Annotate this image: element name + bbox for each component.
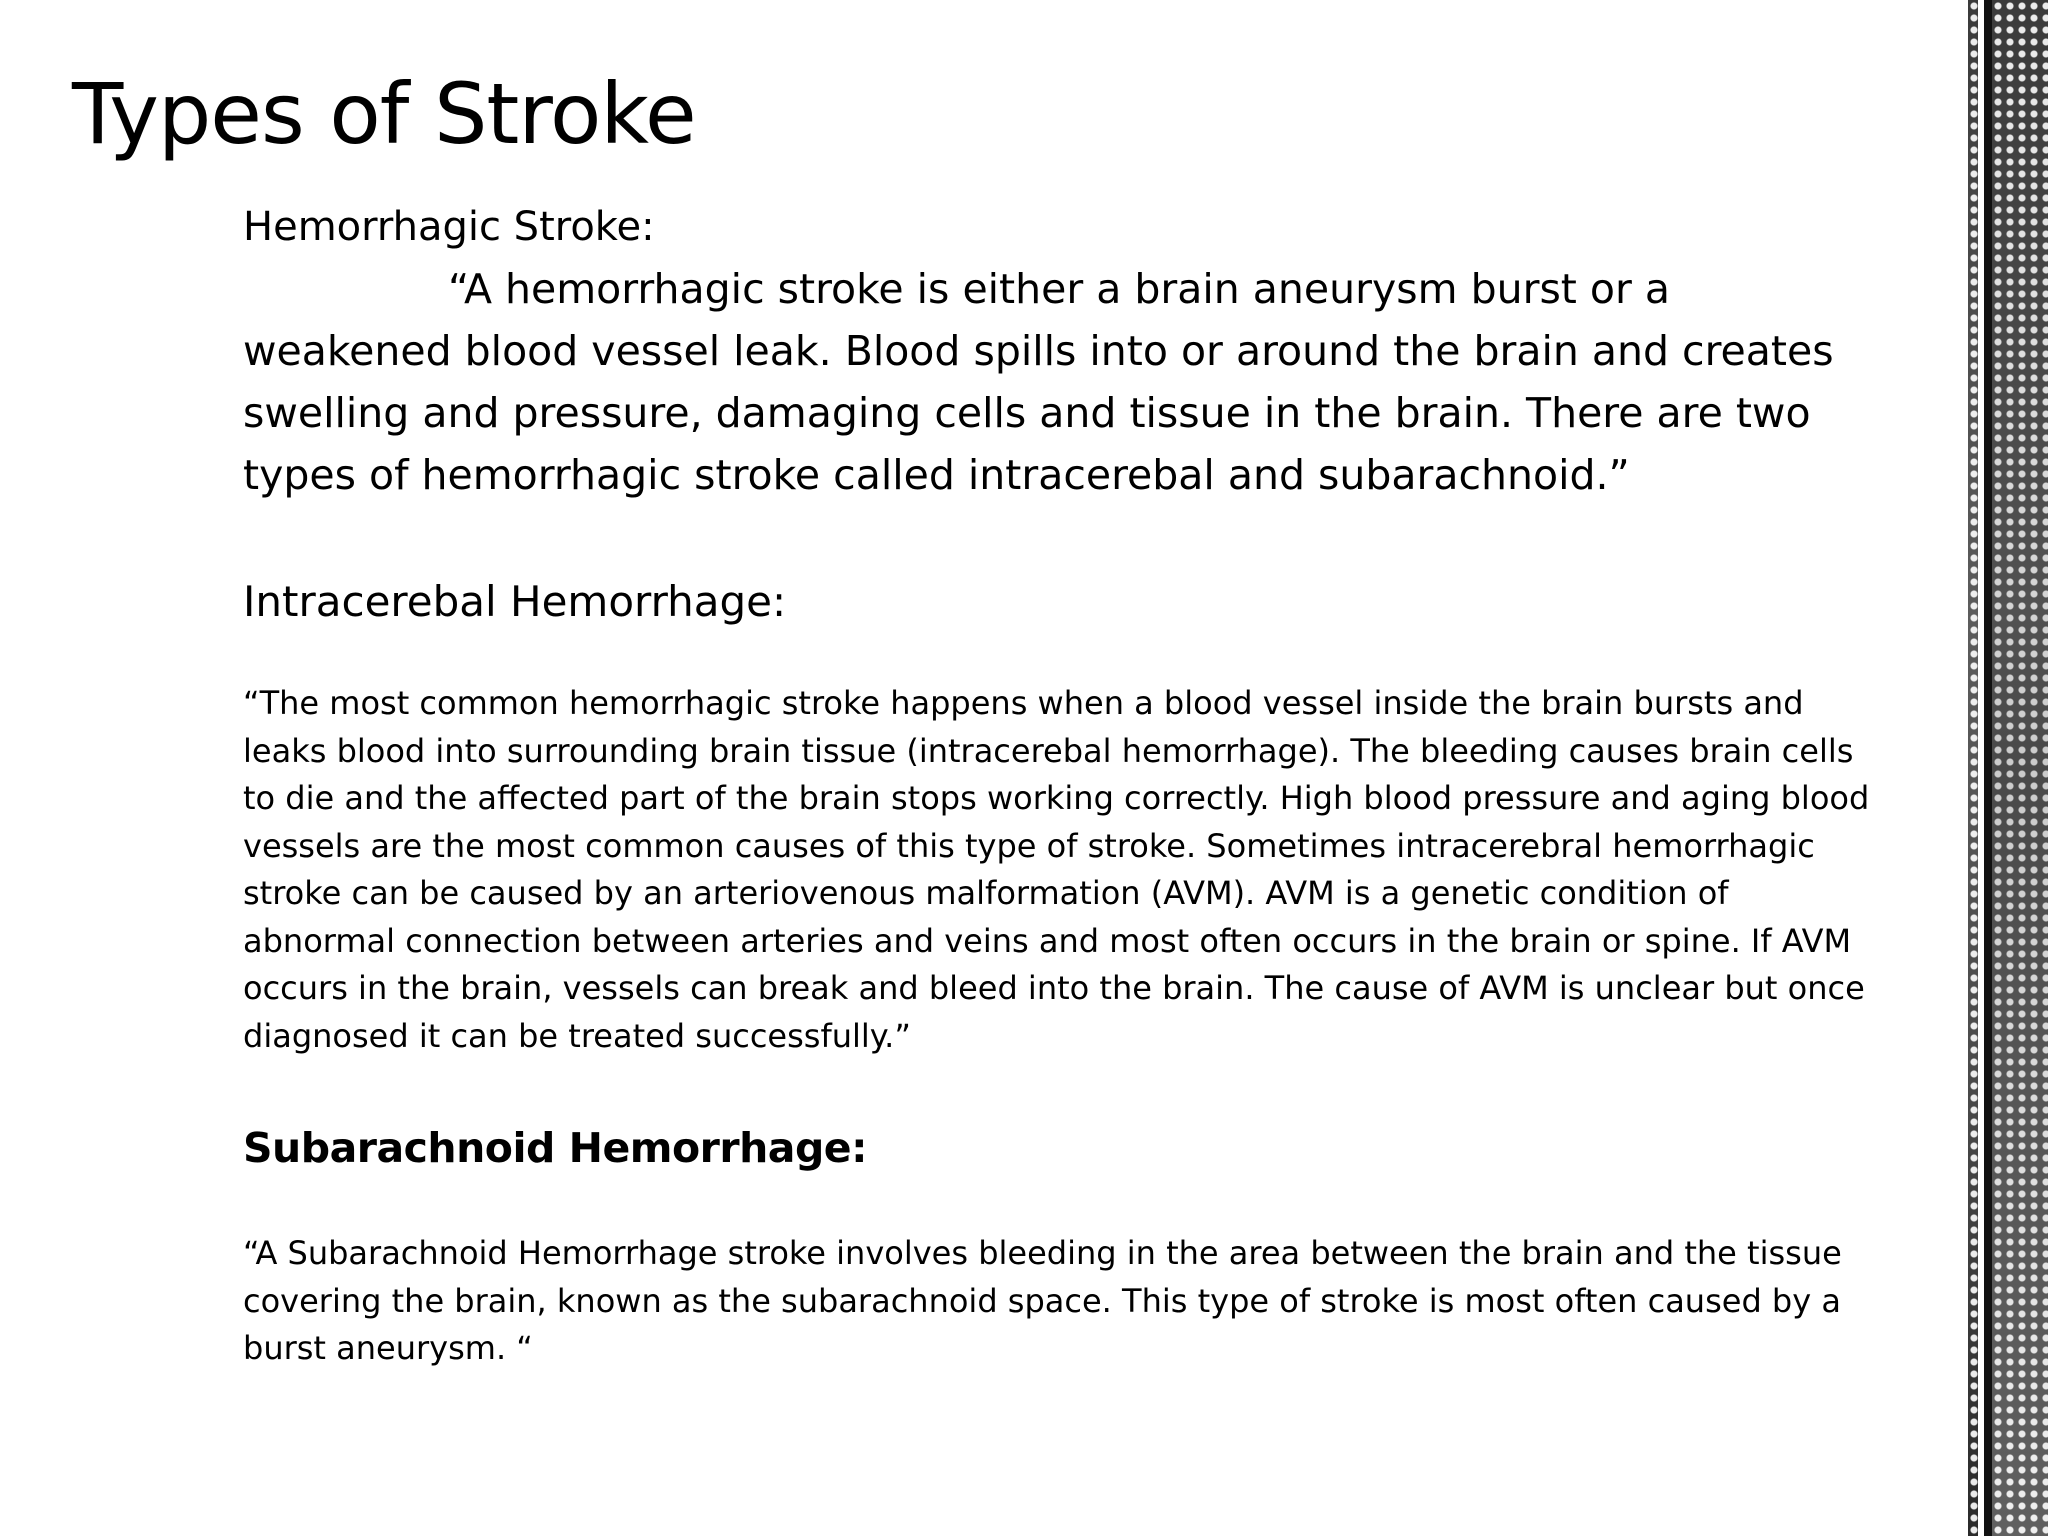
subarachnoid-hemorrhage-quote: “A Subarachnoid Hemorrhage stroke involves bleeding in the area between the brain and the tissue covering the brain, known as the subarachnoid space. This type of stroke is most often caused by a burst aneurysm. “ xyxy=(243,1234,1842,1367)
intracerebal-hemorrhage-quote: “The most common hemorrhagic stroke happens when a blood vessel inside the brain bursts and leaks blood into surrounding brain tissue (intracerebal hemorrhage). The bleeding causes brain cells to die and the affected part of the brain stops working correctly. High blood pressure and aging blood vessels are the most common causes of this type of stroke. Sometimes intracerebral hemorrhagic stroke can be caused by an arteriovenous malformation (AVM). AVM is a genetic condition of abnormal connection between arteries and veins and most often occurs in the brain or spine. If AVM occurs in the brain, vessels can break and bleed into the brain. The cause of AVM is unclear but once diagnosed it can be treated successfully.” xyxy=(243,684,1870,1055)
decoration-line-dark xyxy=(1984,0,1992,1536)
decoration-fade xyxy=(1992,0,2048,1536)
hemorrhagic-stroke-quote: “A hemorrhagic stroke is either a brain aneurysm burst or a weakened blood vessel leak. Blood spills into or around the brain and creates swelling and pressure, damaging cells and tissue in the brain. There are two types of hemorrhagic stroke called intracerebal and subarachnoid.” xyxy=(243,265,1834,499)
subarachnoid-hemorrhage-heading: Subarachnoid Hemorrhage: xyxy=(243,1124,868,1172)
slide-title: Types of Stroke xyxy=(72,65,696,163)
hemorrhagic-stroke-heading: Hemorrhagic Stroke: xyxy=(243,204,655,250)
intracerebal-hemorrhage-heading: Intracerebal Hemorrhage: xyxy=(243,577,787,626)
slide-content xyxy=(243,196,1883,1373)
